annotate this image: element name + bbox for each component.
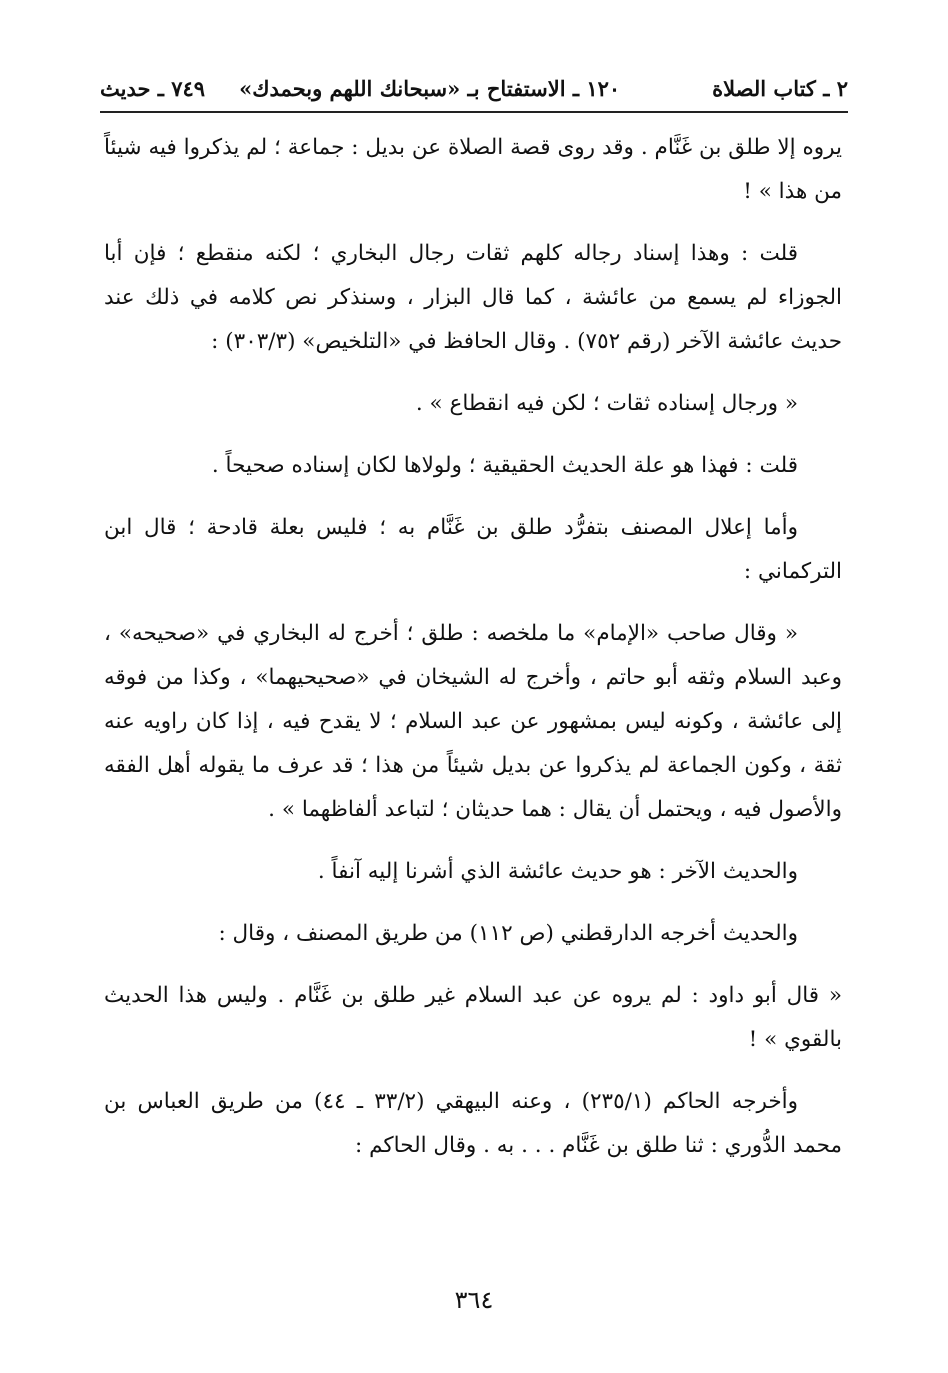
header-hadith-number: ٧٤٩ ـ حديث <box>100 75 206 101</box>
quote-paragraph: « قال أبو داود : لم يروه عن عبد السلام غير طلق بن غَنَّام . وليس هذا الحديث بالقوي » ! <box>104 983 842 1052</box>
paragraph: وأما إعلال المصنف بتفرُّد طلق بن غَنَّام به ؛ فليس بعلة قادحة ؛ قال ابن التركماني : <box>104 515 842 584</box>
paragraph: قلت : وهذا إسناد رجاله كلهم ثقات رجال البخاري ؛ لكنه منقطع ؛ فإن أبا الجوزاء لم يسمع من عائشة ، كما قال البزار ، وسنذكر نص كلامه في ذلك عند حديث عائشة الآخر (رقم ٧٥٢) . وقال الحافظ في «التلخيص» (٣٠٣/٣) : <box>104 241 842 354</box>
header-section: ١٢٠ ـ الاستفتاح بـ «سبحانك اللهم وبحمدك» <box>239 75 621 101</box>
header-left-group <box>100 75 621 101</box>
header-chapter: ٢ ـ كتاب الصلاة <box>712 75 848 101</box>
quote-paragraph: « وقال صاحب «الإمام» ما ملخصه : طلق ؛ أخرج له البخاري في «صحيحه» ، وعبد السلام وثقه أبو حاتم ، وأخرج له الشيخان في «صحيحيهما» ، وكذا من فوقه إلى عائشة ، وكونه ليس بمشهور عن عبد السلام ؛ لا يقدح فيه ، إذا كان راويه عنه ثقة ، وكون الجماعة لم يذكروا عن بديل شيئاً من هذا ؛ قد عرف ما يقوله أهل الفقه والأصول فيه ، ويحتمل أن يقال : هما حديثان ؛ لتباعد ألفاظهما » . <box>104 621 842 822</box>
quote-paragraph: « ورجال إسناده ثقات ؛ لكن فيه انقطاع » . <box>415 391 798 416</box>
paragraph: وأخرجه الحاكم (٢٣٥/١) ، وعنه البيهقي (٣٣/٢ ـ ٤٤) من طريق العباس بن محمد الدُّوري : ثنا طلق بن غَنَّام . . . به . وقال الحاكم : <box>104 1089 842 1158</box>
paragraph: والحديث الآخر : هو حديث عائشة الذي أشرنا إليه آنفاً . <box>317 859 798 884</box>
header-divider <box>100 111 848 113</box>
page-body <box>104 126 842 1186</box>
page-number: ٣٦٤ <box>454 1286 494 1314</box>
running-header <box>100 68 848 108</box>
paragraph: قلت : فهذا هو علة الحديث الحقيقية ؛ ولولاها لكان إسناده صحيحاً . <box>211 453 798 478</box>
paragraph: والحديث أخرجه الدارقطني (ص ١١٢) من طريق المصنف ، وقال : <box>218 921 798 946</box>
paragraph: يروه إلا طلق بن غَنَّام . وقد روى قصة الصلاة عن بديل : جماعة ؛ لم يذكروا فيه شيئاً من هذا » ! <box>104 135 842 204</box>
